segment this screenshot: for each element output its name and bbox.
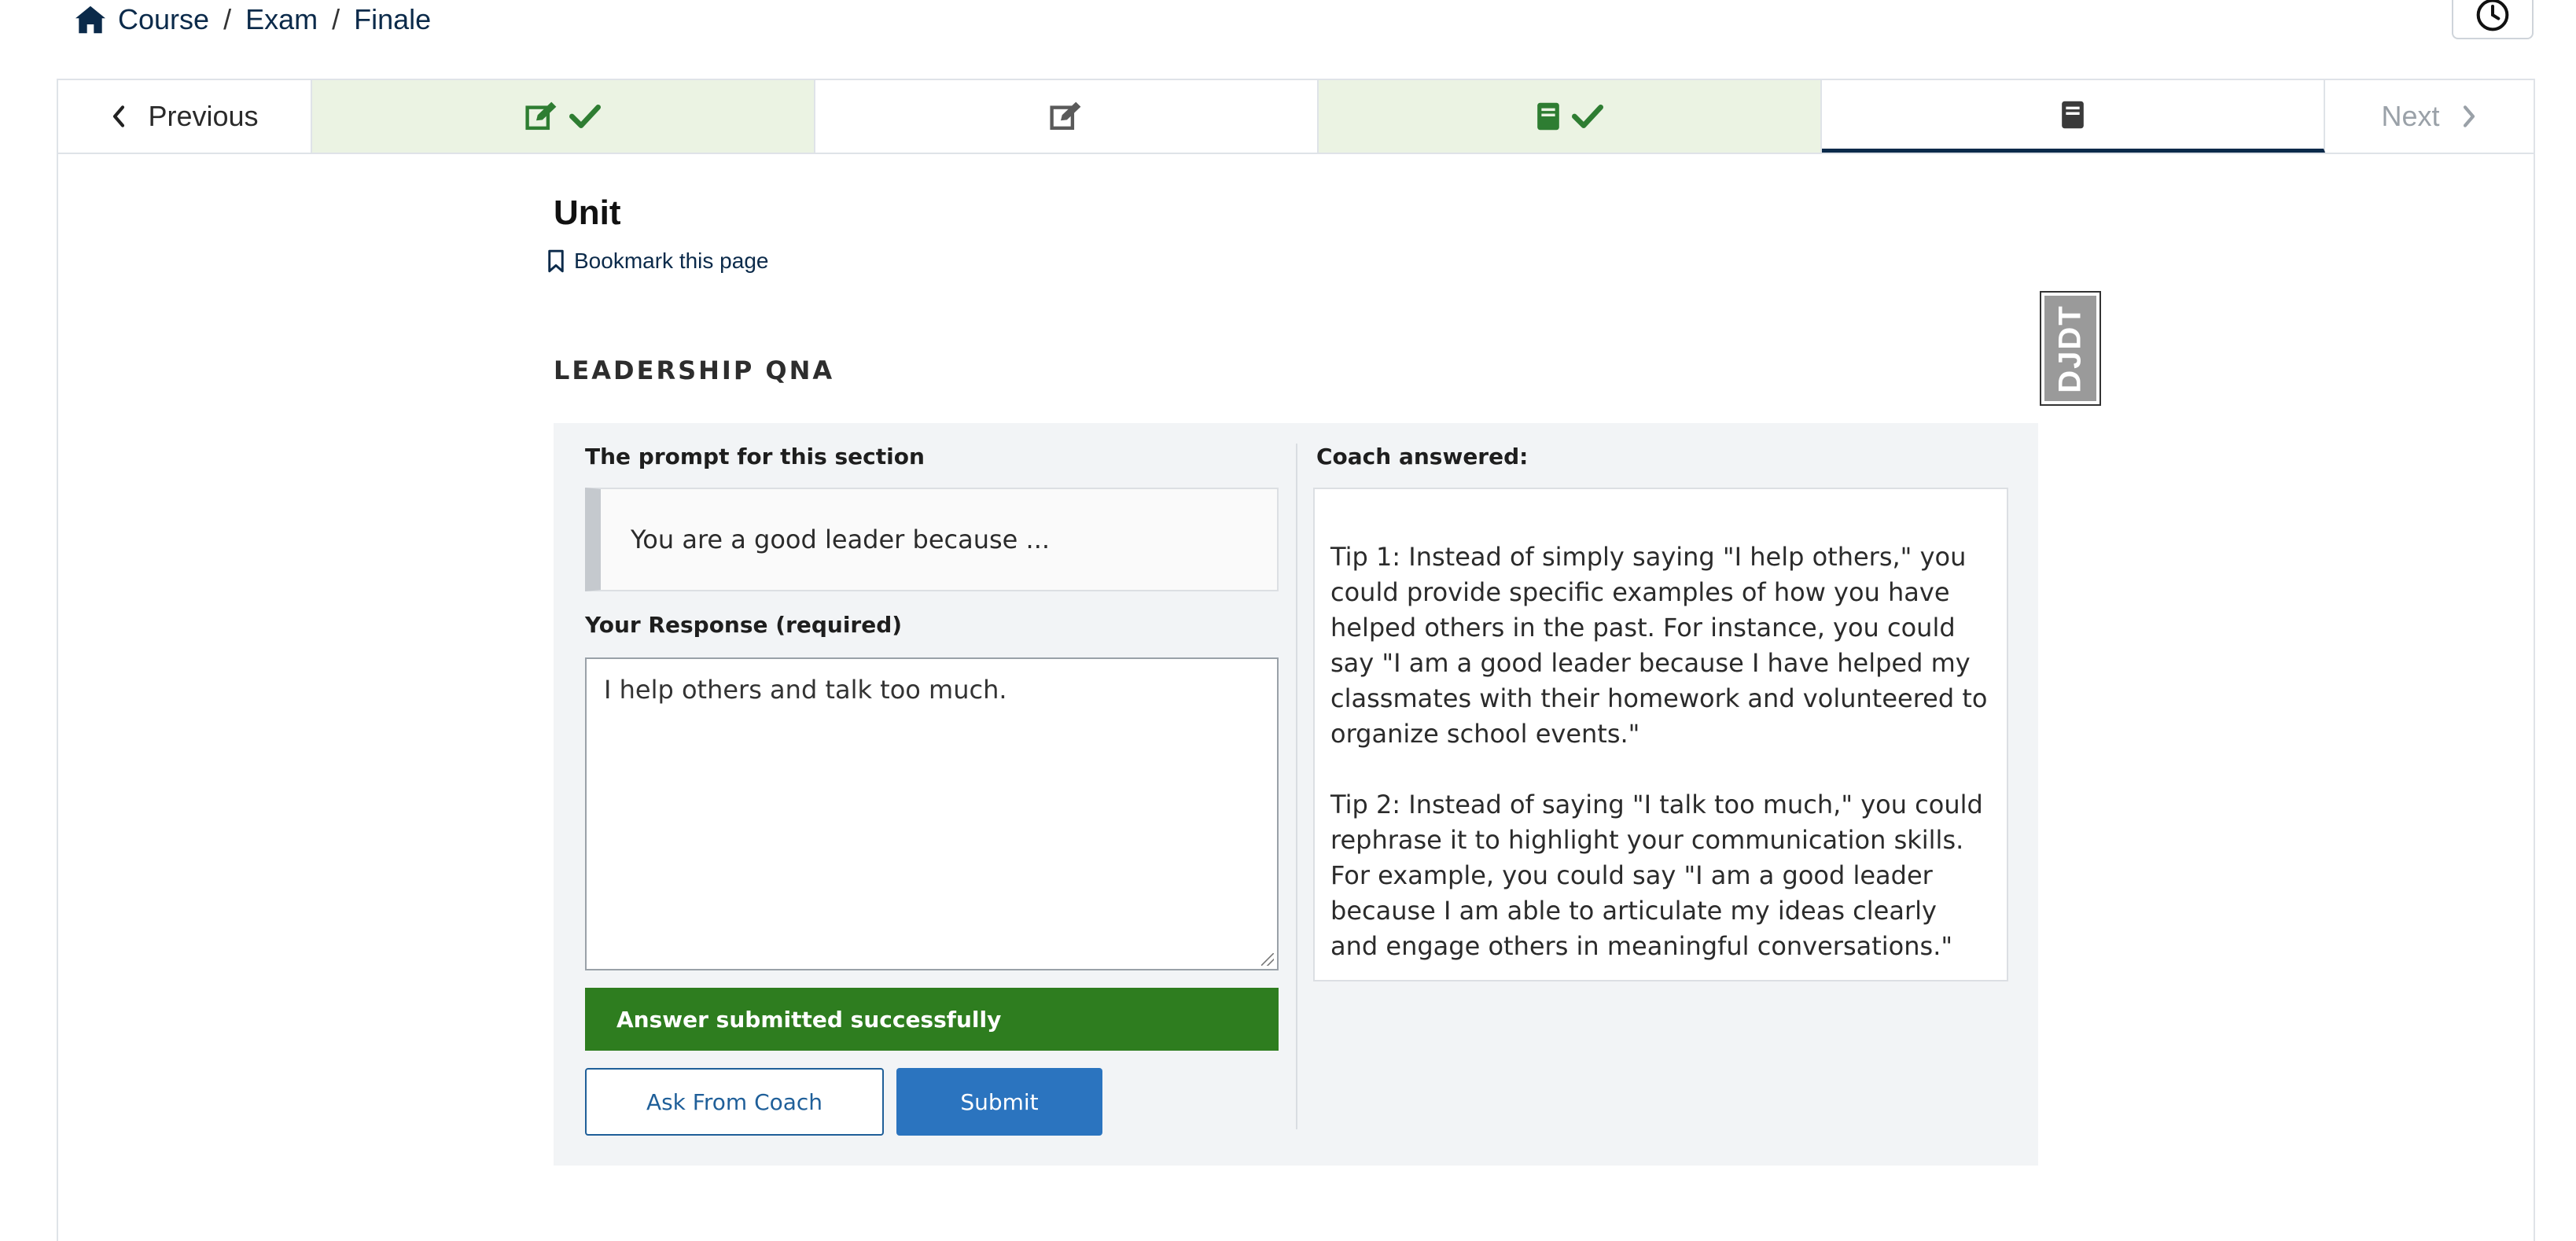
sequence-unit-4[interactable] bbox=[1822, 80, 2325, 153]
prompt-box bbox=[585, 488, 1279, 591]
ask-coach-button[interactable]: Ask From Coach bbox=[585, 1068, 884, 1136]
panel-divider bbox=[1296, 444, 1297, 1129]
submit-button[interactable]: Submit bbox=[896, 1068, 1102, 1136]
coach-label: Coach answered: bbox=[1316, 444, 1529, 470]
coach-tip-1: Tip 1: Instead of simply saying "I help others," you could provide specific examples of how you have helped others in the past. For instance, you could say "I am a good leader because I have helped my classmates with their homework and volunteered to organize school events." bbox=[1330, 542, 1988, 749]
chevron-right-icon bbox=[2460, 105, 2478, 128]
edit-icon bbox=[525, 101, 558, 132]
next-label: Next bbox=[2381, 100, 2440, 132]
checkmark-icon bbox=[1572, 103, 1603, 130]
home-icon[interactable] bbox=[74, 5, 107, 35]
breadcrumb-separator: / bbox=[332, 3, 340, 35]
breadcrumb bbox=[74, 0, 431, 39]
breadcrumb-item-course[interactable]: Course bbox=[118, 3, 210, 35]
previous-label: Previous bbox=[148, 100, 259, 132]
bookmark-button[interactable] bbox=[547, 249, 768, 274]
coach-tip-2: Tip 2: Instead of saying "I talk too much," you could rephrase it to highlight your communication skills. For example, you could say "I am a good leader because I am able to articulate my ideas clearly and engage others in meaningful conversations." bbox=[1330, 790, 1983, 961]
response-label: Your Response (required) bbox=[585, 612, 903, 638]
success-message: Answer submitted successfully bbox=[616, 1006, 1002, 1033]
response-textarea[interactable] bbox=[585, 657, 1279, 970]
next-button[interactable] bbox=[2325, 80, 2534, 153]
prompt-text: You are a good leader because ... bbox=[631, 525, 1051, 554]
edit-icon bbox=[1050, 101, 1083, 132]
history-button[interactable] bbox=[2452, 0, 2534, 39]
success-alert bbox=[585, 988, 1279, 1051]
checkmark-icon bbox=[569, 103, 601, 130]
debug-toolbar-label: DJDT bbox=[2052, 304, 2088, 393]
sequence-unit-1[interactable] bbox=[312, 80, 815, 153]
sequence-unit-3[interactable] bbox=[1319, 80, 1822, 153]
bookmark-icon bbox=[547, 249, 565, 273]
book-icon bbox=[1536, 101, 1561, 131]
chevron-left-icon bbox=[110, 105, 127, 128]
clock-icon bbox=[2475, 0, 2510, 32]
coach-answer-box bbox=[1313, 488, 2008, 981]
resize-handle[interactable] bbox=[1261, 953, 1274, 966]
response-text: I help others and talk too much. bbox=[604, 675, 1007, 705]
section-heading: LEADERSHIP QNA bbox=[554, 355, 835, 385]
debug-toolbar-handle[interactable] bbox=[2040, 291, 2101, 406]
sequence-unit-2[interactable] bbox=[815, 80, 1319, 153]
previous-button[interactable] bbox=[58, 80, 312, 153]
breadcrumb-item-finale[interactable]: Finale bbox=[354, 3, 432, 35]
prompt-label: The prompt for this section bbox=[585, 444, 925, 470]
breadcrumb-item-exam[interactable]: Exam bbox=[245, 3, 318, 35]
bookmark-label: Bookmark this page bbox=[574, 249, 769, 273]
breadcrumb-separator: / bbox=[223, 3, 232, 35]
sequence-navigation bbox=[57, 79, 2535, 154]
book-icon bbox=[2060, 100, 2085, 130]
unit-title: Unit bbox=[554, 193, 621, 232]
